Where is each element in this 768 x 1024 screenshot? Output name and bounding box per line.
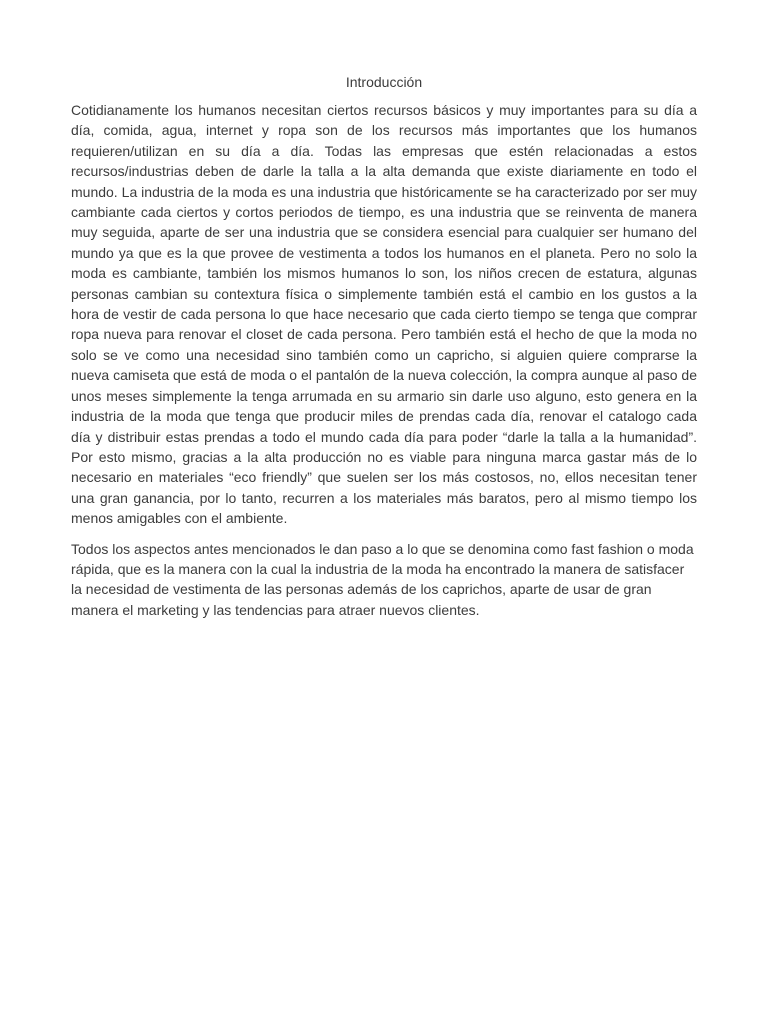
document-page bbox=[71, 72, 697, 630]
paragraph-2: Todos los aspectos antes mencionados le dan paso a lo que se denomina como fast fashion o moda rápida, que es la manera con la cual la industria de la moda ha encontrado la manera de satisfacer la necesidad de vestimenta de las personas además de los caprichos, aparte de usar de gran manera el marketing y las tendencias para atraer nuevos clientes. bbox=[71, 540, 694, 618]
document-title: Introducción bbox=[345, 74, 423, 90]
paragraph-1: Cotidianamente los humanos necesitan ciertos recursos básicos y muy importantes para su día a día, comida, agua, internet y ropa son de los recursos más importantes que los humanos requieren/utilizan en su día a día. Todas las empresas que estén relacionadas a estos recursos/industrias deben de darle la talla a la alta demanda que existe diariamente en todo el mundo. La industria de la moda es una industria que históricamente se ha caracterizado por ser muy cambiante cada ciertos y cortos periodos de tiempo, es una industria que se reinventa de manera muy seguida, aparte de ser una industria que se considera esencial para cualquier ser humano del mundo ya que es la que provee de vestimenta a todos los humanos en el planeta. Pero no solo la moda es cambiante, también los mismos humanos lo son, los niños crecen de estatura, algunas personas cambian su contextura física o simplemente también está el cambio en los gustos a la hora de vestir de cada persona lo que hace necesario que cada cierto tiempo se tenga que comprar ropa nueva para renovar el closet de cada persona. Pero también está el hecho de que la moda no solo se ve como una necesidad sino también como un capricho, si alguien quiere comprarse la nueva camiseta que está de moda o el pantalón de la nueva colección, la compra aunque al paso de unos meses simplemente la tenga arrumada en su armario sin darle uso alguno, esto genera en la industria de la moda que tenga que producir miles de prendas cada día, renovar el catalogo cada día y distribuir estas prendas a todo el mundo cada día para poder “darle la talla a la humanidad”. Por esto mismo, gracias a la alta producción no es viable para ninguna marca gastar más de lo necesario en materiales “eco friendly” que suelen ser los más costosos, no, ellos necesitan tener una gran ganancia, por lo tanto, recurren a los materiales más baratos, pero al mismo tiempo los menos amigables con el ambiente. bbox=[71, 102, 697, 527]
